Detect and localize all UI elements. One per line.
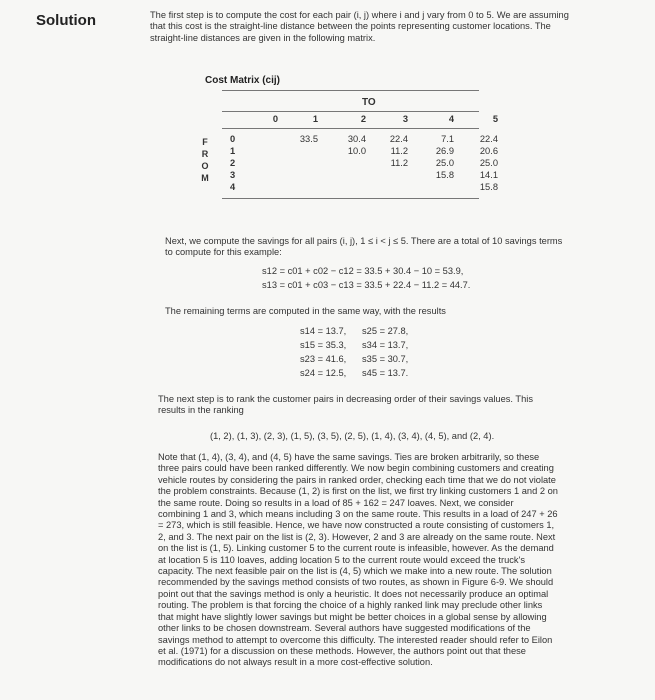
equation-s13: s13 = c01 + c03 − c13 = 33.5 + 22.4 − 11.2 = 44.7. <box>262 280 471 290</box>
row-header-0: 0 <box>230 134 236 144</box>
savings-term: s34 = 13.7, <box>362 340 409 350</box>
matrix-cell: 15.8 <box>435 170 454 180</box>
matrix-cell: 22.4 <box>479 134 498 144</box>
matrix-cell: 11.2 <box>390 158 408 168</box>
col-header-4: 4 <box>448 114 454 124</box>
matrix-header-rule <box>222 128 479 129</box>
ranking-list: (1, 2), (1, 3), (2, 3), (1, 5), (3, 5), (2, 5), (1, 4), (3, 4), (4, 5), and (2, 4). <box>210 431 495 441</box>
matrix-cell: 10.0 <box>347 146 366 156</box>
equation-s12: s12 = c01 + c02 − c12 = 33.5 + 30.4 − 10 = 53.9, <box>262 266 464 276</box>
savings-term: s35 = 30.7, <box>362 354 409 364</box>
matrix-cell: 11.2 <box>390 146 408 156</box>
row-header-4: 4 <box>230 182 236 192</box>
matrix-cell: 22.4 <box>389 134 408 144</box>
col-header-2: 2 <box>360 114 366 124</box>
from-label: F R O M <box>201 137 209 183</box>
savings-term: s14 = 13.7, <box>300 326 347 336</box>
savings-term: s24 = 12.5, <box>300 368 347 378</box>
to-label: TO <box>362 97 376 108</box>
savings-intro-paragraph: Next, we compute the savings for all pairs (i, j), 1 ≤ i < j ≤ 5. There are a total of 10 savings terms to compute for this example: <box>165 236 563 258</box>
matrix-cell: 20.6 <box>479 146 498 156</box>
cost-matrix-title: Cost Matrix (cij) <box>205 75 281 86</box>
matrix-cell: 7.1 <box>441 134 454 144</box>
solution-heading: Solution <box>36 12 96 29</box>
intro-paragraph: The first step is to compute the cost for each pair (i, j) where i and j vary from 0 to 5. We are assuming that this cost is the straight-line distance between the points representing customer locations. The straight-line distances are given in the following matrix. <box>150 10 569 43</box>
row-header-2: 2 <box>230 158 236 168</box>
col-header-0: 0 <box>272 114 278 124</box>
matrix-cell: 33.5 <box>299 134 318 144</box>
matrix-cell: 30.4 <box>347 134 366 144</box>
remaining-terms-paragraph: The remaining terms are computed in the same way, with the results <box>165 306 446 316</box>
matrix-top-rule <box>222 90 479 91</box>
matrix-cell: 25.0 <box>435 158 454 168</box>
row-header-1: 1 <box>230 146 236 156</box>
matrix-cell: 25.0 <box>479 158 498 168</box>
matrix-bottom-rule <box>222 198 479 199</box>
savings-term: s25 = 27.8, <box>362 326 409 336</box>
savings-term: s15 = 35.3, <box>300 340 347 350</box>
col-header-5: 5 <box>492 114 498 124</box>
cost-matrix <box>192 90 498 230</box>
matrix-cell: 14.1 <box>479 170 498 180</box>
matrix-cell: 26.9 <box>435 146 454 156</box>
col-header-1: 1 <box>312 114 318 124</box>
matrix-cell: 15.8 <box>479 182 498 192</box>
matrix-mid-rule <box>222 111 479 112</box>
savings-term: s45 = 13.7. <box>362 368 409 378</box>
savings-term: s23 = 41.6, <box>300 354 347 364</box>
ranking-intro-paragraph: The next step is to rank the customer pairs in decreasing order of their savings values. This results in the ranking <box>158 394 533 416</box>
col-header-3: 3 <box>402 114 408 124</box>
discussion-paragraph: Note that (1, 4), (3, 4), and (4, 5) have the same savings. Ties are broken arbitrarily, so these three pairs could have been ranked differently. We now begin combining customers and creating vehicle routes by considering the pairs in ranked order, checking each time that we do not violate the problem constraints. Because (1, 2) is first on the list, we first try linking customers 1 and 2 on the same route. Doing so results in a load of 85 + 162 = 247 loaves. Next, we consider combining 1 and 3, which means including 3 on the same route. This results in a load of 247 + 26 = 273, which is still feasible. Hence, we have now constructed a route consisting of customers 1, 2, and 3. The next pair on the list is (2, 3). However, 2 and 3 are already on the same route. Next on the list is (1, 5). Linking customer 5 to the current route is infeasible, however. As the demand at location 5 is 110 loaves, adding location 5 to the current route would exceed the truck's capacity. The next feasible pair on the list is (4, 5) which we make into a new route. The solution recommended by the savings method consists of two routes, as shown in Figure 6-9. We should point out that the savings method is only a heuristic. It does not necessarily produce an optimal routing. The problem is that forcing the choice of a highly ranked link may preclude other links that might have slightly lower savings but might be better choices in a global sense by allowing other links to be chosen downstream. Several authors have suggested modifications of the savings method to attempt to overcome this difficulty. The interested reader should refer to Eilon et al. (1971) for a discussion on these methods. However, the authors point out that these modifications do not always result in a more cost-effective solution. <box>158 452 558 668</box>
row-header-3: 3 <box>230 170 236 180</box>
